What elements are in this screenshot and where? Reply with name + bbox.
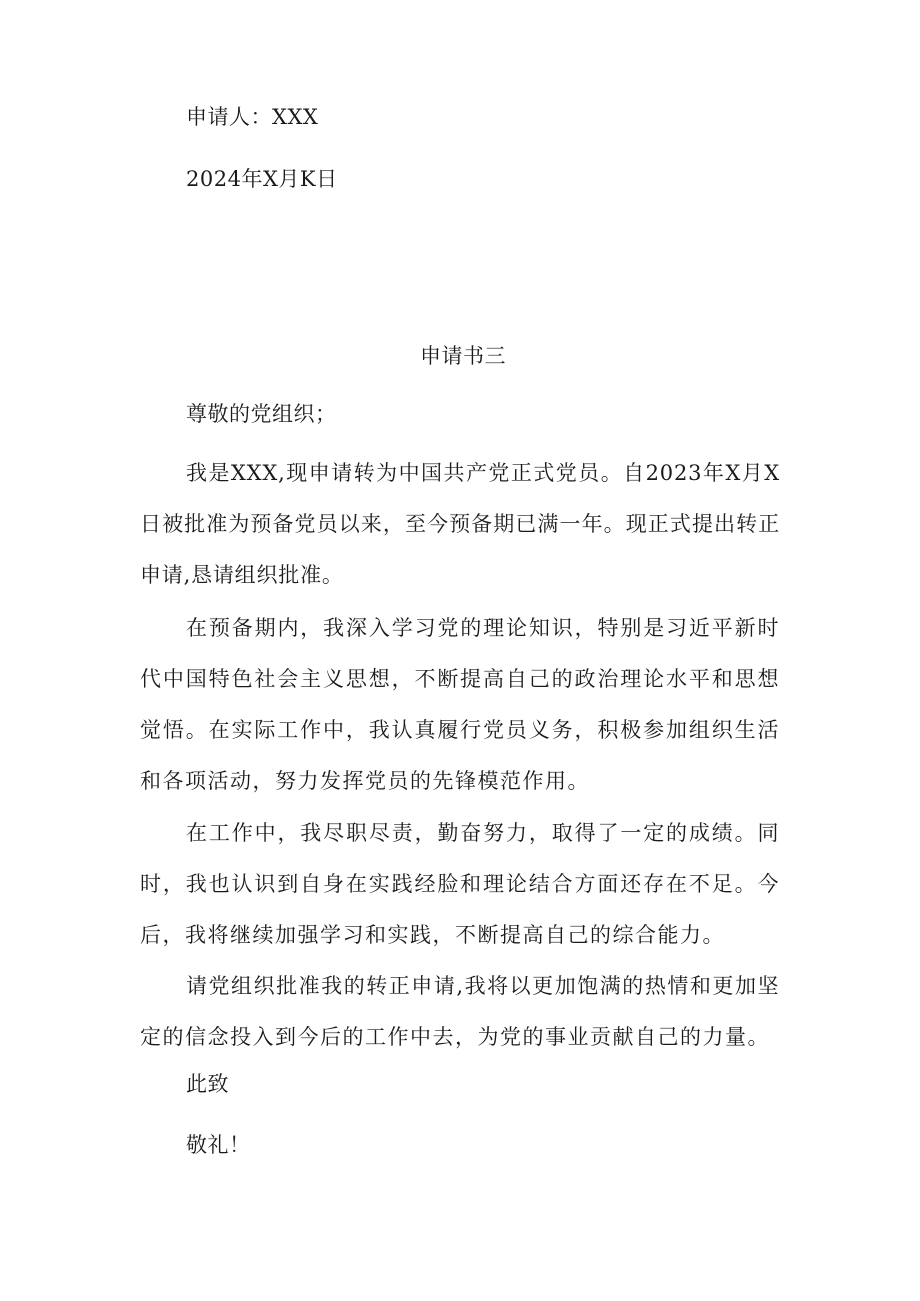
paragraph-2: 在预备期内，我深入学习党的理论知识，特别是习近平新时代中国特色社会主义思想，不断提高自己的政治理论水平和思想觉悟。在实际工作中，我认真履行党员义务，积极参加组织生活和各项活动，努力发挥党员的先锋模范作用。 — [140, 616, 780, 793]
paragraph-3: 在工作中，我尽职尽责，勤奋努力，取得了一定的成绩。同时，我也认识到自身在实践经脸和理论结合方面还存在不足。今后，我将继续加强学习和实践，不断提高自己的综合能力。 — [140, 821, 780, 947]
paragraph-4: 请党组织批准我的转正申请,我将以更加饱满的热情和更加坚定的信念投入到今后的工作中去，为党的事业贡献自己的力量。 — [140, 974, 780, 1049]
closing-jingli: 敬礼！ — [186, 1133, 251, 1157]
date-line: 2024年X月K日 — [186, 167, 338, 191]
applicant-line: 申请人：XXX — [186, 105, 319, 129]
salutation: 尊敬的党组织； — [186, 402, 337, 426]
closing-cizhi: 此致 — [186, 1072, 229, 1096]
document-title: 申请书三 — [420, 344, 506, 368]
paragraph-1: 我是XXX,现申请转为中国共产党正式党员。自2023年X月X日被批准为预备党员以来，至今预备期已满一年。现正式提出转正申请,恳请组织批准。 — [140, 461, 780, 587]
